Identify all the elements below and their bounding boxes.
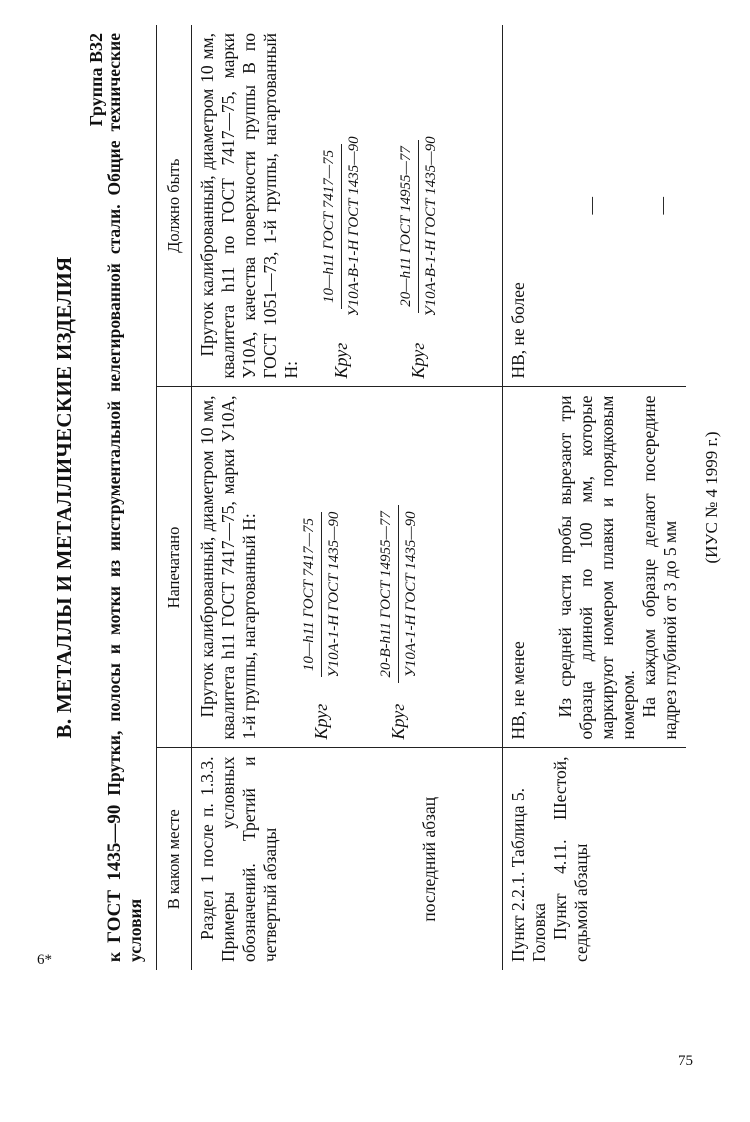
printed-text: Пруток калиброванный, диаметром 10 мм, квалитета h11 ГОСТ 7417—75, марки У10А, 1-й группы, нагартованный Н: [197,395,259,740]
fraction [300,506,343,684]
document-title [104,33,145,962]
column-header: Напечатано [157,387,192,748]
amendment-table [156,25,686,970]
formula [397,33,440,379]
doc-subject: Прутки, полосы и мотки из инструментальной нелегированной стали. Общие технические условия [104,33,145,962]
should-be-cell [503,25,687,387]
fraction-numerator: 20-В-h11 ГОСТ 14955—77 [377,505,399,683]
group-label: Группа В32 [86,33,106,127]
formula-label: Круг [388,703,408,740]
fraction-denominator: У10А-1-Н ГОСТ 1435—90 [326,511,342,678]
section-title: В. МЕТАЛЛЫ И МЕТАЛЛИЧЕСКИЕ ИЗДЕЛИЯ [52,256,76,739]
fraction-denominator: У10А-В-1-Н ГОСТ 1435—90 [346,136,362,317]
dash: — [652,197,672,215]
amendment-source: (ИУС № 4 1999 г.) [702,431,721,564]
formula [377,396,420,740]
place-text-2: последний абзац [419,796,439,922]
formula [320,33,363,379]
table-row [503,25,687,970]
formula-label: Круг [311,703,331,740]
place-text: Пункт 2.2.1. Таблица 5. Головка [508,787,549,962]
table-row [192,25,503,970]
printed-text-2: Из средней части пробы вырезают три образца длиной по 100 мм, которые маркируют номером плавки и порядковым номером. [555,395,638,740]
fraction-numerator: 10—h11 ГОСТ 7417—75 [320,144,342,309]
should-be-cell [192,25,503,387]
dash: — [581,197,601,215]
column-header: Должно быть [157,25,192,387]
rotated-content [38,25,738,970]
fraction [320,130,363,322]
place-text: Раздел 1 после п. 1.3.3. Примеры условных обозначений. Третий и четвертый абзацы [197,756,280,962]
formula-label: Круг [331,342,351,379]
fraction [377,505,420,683]
place-cell [192,748,503,970]
table-header-row [157,25,192,970]
fraction-denominator: У10А-1-Н ГОСТ 1435—90 [403,511,419,678]
place-text-2: Пункт 4.11. Шестой, седьмой абзацы [550,756,591,962]
should-be-text: Пруток калиброванный, диаметром 10 мм, квалитета h11 по ГОСТ 7417—75, марки У10А, качества поверхности группы В по ГОСТ 1051—73, 1-й группы, нагартованный Н: [197,33,301,379]
fraction-numerator: 10—h11 ГОСТ 7417—75 [300,512,322,677]
page-number-left: 6* [37,952,52,968]
printed-cell [192,387,503,748]
place-cell [503,748,687,970]
fraction [397,130,440,322]
printed-text: НВ, не менее [508,641,528,740]
page-number-right: 75 [678,1053,693,1069]
printed-cell [503,387,687,748]
printed-text-3: На каждом образце делают посередине надрез глубиной от 3 до 5 мм [639,395,680,740]
formula [300,396,343,740]
should-be-text: НВ, не более [508,282,528,379]
doc-prefix: к [104,942,124,962]
fraction-denominator: У10А-В-1-Н ГОСТ 1435—90 [423,136,439,317]
formula-label: Круг [408,342,428,379]
doc-number: ГОСТ 1435—90 [104,804,125,943]
fraction-numerator: 20—h11 ГОСТ 14955—77 [397,140,419,313]
column-header: В каком месте [157,748,192,970]
